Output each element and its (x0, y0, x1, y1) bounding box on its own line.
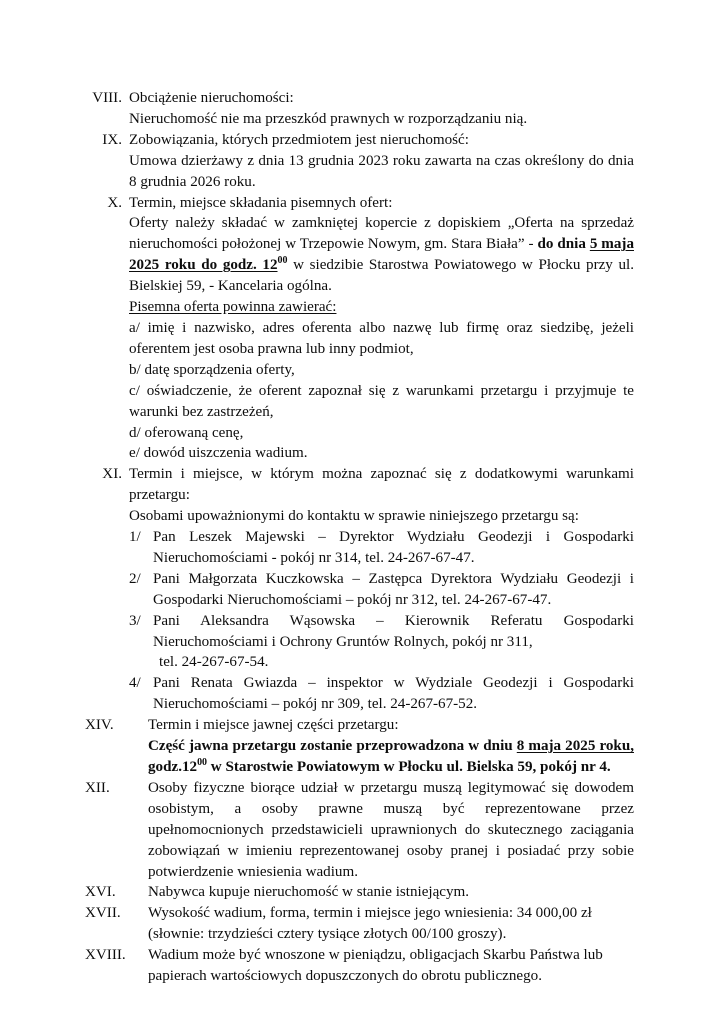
clause-x-letter-b: b/ datę sporządzenia oferty, (129, 361, 295, 378)
clause-x-deadline-hour-sup: 00 (277, 255, 288, 267)
clause-xvii-numeral: XVII. (85, 905, 121, 922)
clause-x-offer-contents-heading (129, 297, 634, 318)
contact-item-1-marker: 1/ (129, 529, 141, 546)
contact-item-1-text: Pan Leszek Majewski – Dyrektor Wydziału Geodezji i Gospodarki Nieruchomościami - pokój nr 314, tel. 24-267-67-47. (153, 529, 634, 566)
clause-xviii-body (148, 945, 634, 987)
clause-xi-lead: Osobami upoważnionymi do kontaktu w sprawie niniejszego przetargu są: (129, 508, 579, 525)
clause-xiv-announcement-hour-sup: 00 (197, 756, 208, 768)
clause-xvi-text: Nabywca kupuje nieruchomość w stanie istniejącym. (148, 884, 470, 901)
clause-xiv-announcement-prefix: Część jawna przetargu zostanie przeprowadzona w dniu (148, 738, 517, 755)
clause-viii-heading: Obciążenie nieruchomości: (129, 90, 294, 106)
clause-viii-text: Nieruchomość nie ma przeszkód prawnych w rozporządzaniu nią. (129, 110, 528, 127)
contact-item-3-marker: 3/ (129, 612, 141, 629)
clause-x-letter-a: a/ imię i nazwisko, adres oferenta albo nazwę lub firmę oraz siedzibę, jeżeli oferentem jest osoba prawna lub inny podmiot, (129, 319, 634, 357)
clause-xiv-announcement-tail: w Starostwie Powiatowym w Płocku ul. Bielska 59, pokój nr 4. (207, 759, 611, 775)
clause-xvii-text: Wysokość wadium, forma, termin i miejsce jego wniesienia: 34 000,00 zł (słownie: trzydzieści cztery tysiące złotych 00/100 groszy). (148, 905, 592, 943)
clause-ix-body (129, 130, 634, 193)
clause-xii-numeral: XII. (85, 779, 110, 796)
clause-ix-heading: Zobowiązania, których przedmiotem jest nieruchomość: (129, 131, 469, 148)
clause-x-body (129, 193, 634, 465)
clause-block-lower (85, 715, 634, 987)
clause-x-numeral: X. (107, 194, 122, 211)
contact-item-4-marker: 4/ (129, 675, 141, 692)
contact-item-2 (129, 569, 634, 611)
clause-viii (85, 88, 634, 130)
clause-x-letter-c: c/ oświadczenie, że oferent zapoznał się z warunkami przetargu i przyjmuje te warunki bez zastrzeżeń, (129, 382, 634, 420)
document-body (85, 88, 634, 987)
clause-viii-numeral: VIII. (92, 90, 122, 106)
clause-xiv-body (148, 715, 634, 778)
clause-xiv-announcement-date: 8 maja 2025 roku, (516, 738, 634, 755)
clause-ix-numeral: IX. (102, 131, 122, 148)
clause-xviii-text: Wadium może być wnoszone w pieniądzu, obligacjach Skarbu Państwa lub papierach wartościowych dopuszczonych do obrotu publicznego. (148, 947, 603, 985)
clause-ix-text: Umowa dzierżawy z dnia 13 grudnia 2023 roku zawarta na czas określony do dnia 8 grudnia 2026 roku. (129, 152, 634, 190)
clause-xi-body (129, 464, 634, 715)
contact-item-3-text (153, 611, 634, 674)
clause-x-letter-e: e/ dowód uiszczenia wadium. (129, 445, 308, 462)
contact-item-3 (129, 611, 634, 674)
clause-x-deadline-prefix: do dnia (537, 236, 590, 253)
contact-item-2-marker: 2/ (129, 570, 141, 587)
clause-xviii-numeral: XVIII. (85, 947, 126, 964)
clause-xiv (85, 715, 634, 778)
contact-item-4 (129, 673, 634, 715)
contact-item-3-phone: tel. 24-267-67-54. (159, 654, 269, 671)
clause-viii-body (129, 88, 634, 130)
clause-xiv-announcement (148, 736, 634, 778)
contact-item-3-main: Pani Aleksandra Wąsowska – Kierownik Referatu Gospodarki Nieruchomościami i Ochrony Gruntów Rolnych, pokój nr 311, (153, 612, 634, 650)
clause-x-deadline-tail: w siedzibie Starostwa Powiatowego w Płocku przy ul. Bielskiej 59, - Kancelaria ogólna. (129, 257, 634, 295)
clause-x (85, 193, 634, 465)
contact-item-4-text: Pani Renata Gwiazda – inspektor w Wydziale Geodezji i Gospodarki Nieruchomościami – pokój nr 309, tel. 24-267-67-52. (153, 675, 634, 713)
clause-xii-body (148, 778, 634, 883)
clause-xiv-heading: Termin i miejsce jawnej części przetargu: (148, 717, 399, 734)
contact-item-2-text: Pani Małgorzata Kuczkowska – Zastępca Dyrektora Wydziału Geodezji i Gospodarki Nieruchomościami – pokój nr 312, tel. 24-267-67-47. (153, 570, 634, 608)
clause-x-deadline-date: 5 maja 2025 roku do godz. 12 (129, 236, 634, 274)
clause-xii-text: Osoby fizyczne biorące udział w przetargu muszą legitymować się dowodem osobistym, a osoby prawne muszą być reprezentowane przez upełnomocnionych przedstawicieli uprawnionych do skutecznego zaciągania zobowiązań w imieniu reprezentowanej osoby pranej i posiadać przy sobie potwierdzenie wniesienia wadium. (148, 779, 634, 880)
clause-xvi-body (148, 882, 634, 903)
clause-x-heading: Termin, miejsce składania pisemnych ofert: (129, 194, 393, 211)
clause-block-upper (85, 88, 634, 715)
contact-item-1 (129, 527, 634, 569)
clause-xvi-numeral: XVI. (85, 884, 116, 901)
clause-xi-heading: Termin i miejsce, w którym można zapoznać się z dodatkowymi warunkami przetargu: (129, 466, 634, 504)
clause-xi (85, 464, 634, 715)
clause-xi-numeral: XI. (102, 466, 122, 483)
clause-xvii-body (148, 903, 634, 945)
clause-xii (85, 778, 634, 883)
clause-xiv-numeral: XIV. (85, 717, 114, 734)
clause-xiv-announcement-hour: godz.12 (148, 759, 198, 775)
clause-x-offer-intro: Oferty należy składać w zamkniętej kopercie z dopiskiem „Oferta na sprzedaż nieruchomości położonej w Trzepowie Nowym, gm. Stara Biała” - (129, 215, 634, 253)
clause-x-offer-contents-heading-text: Pisemna oferta powinna zawierać: (129, 299, 337, 316)
clause-xviii (85, 945, 634, 987)
clause-xvii (85, 903, 634, 945)
clause-x-letter-d: d/ oferowaną cenę, (129, 424, 244, 441)
clause-x-offer-paragraph (129, 213, 634, 297)
clause-xvi (85, 882, 634, 903)
clause-ix (85, 130, 634, 193)
contact-list (129, 527, 634, 715)
